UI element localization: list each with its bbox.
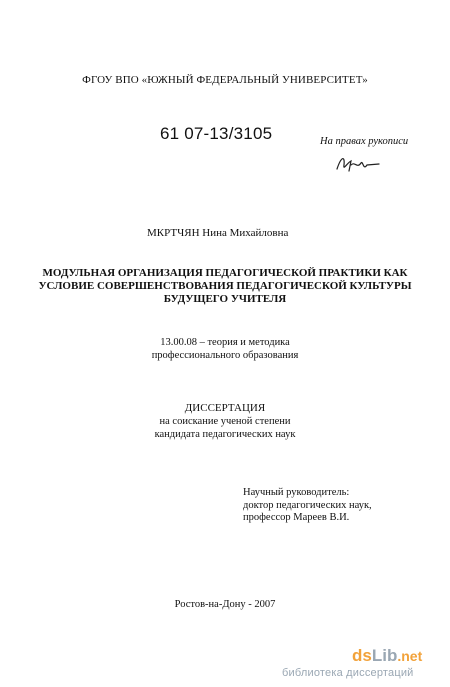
supervisor-line: Научный руководитель: [243, 487, 350, 498]
supervisor-block [243, 487, 372, 525]
signature-image [333, 151, 385, 177]
archive-code: 61 07-13/3105 [160, 124, 273, 143]
specialty-line: профессионального образования [151, 350, 299, 361]
specialty [0, 336, 450, 362]
specialty-line: 13.00.08 – теория и методика [160, 337, 290, 348]
watermark-subtitle: библиотека диссертаций [282, 667, 414, 679]
title-line: МОДУЛЬНАЯ ОРГАНИЗАЦИЯ ПЕДАГОГИЧЕСКОЙ ПРАКТИКИ КАК [42, 267, 408, 279]
degree-line: на соискание ученой степени [159, 416, 291, 427]
manuscript-rights-note: На правах рукописи [320, 136, 409, 147]
city-year: Ростов-на-Дону - 2007 [174, 599, 276, 610]
title-line: БУДУЩЕГО УЧИТЕЛЯ [163, 293, 287, 305]
supervisor-line: доктор педагогических наук, [243, 499, 372, 511]
degree-sought [0, 415, 450, 441]
watermark-logo-ds: ds [352, 646, 372, 665]
university-header: ФГОУ ВПО «ЮЖНЫЙ ФЕДЕРАЛЬНЫЙ УНИВЕРСИТЕТ» [82, 74, 368, 86]
document-type: ДИССЕРТАЦИЯ [184, 402, 266, 414]
supervisor-line: профессор Мареев В.И. [243, 512, 350, 523]
title-line: УСЛОВИЕ СОВЕРШЕНСТВОВАНИЯ ПЕДАГОГИЧЕСКОЙ КУЛЬТУРЫ [38, 280, 412, 292]
degree-line: кандидата педагогических наук [154, 429, 296, 440]
watermark-logo [352, 646, 422, 666]
watermark-logo-net: .net [397, 648, 423, 664]
watermark-logo-lib: Lib [371, 646, 398, 665]
dissertation-title [0, 267, 450, 306]
author-name: МКРТЧЯН Нина Михайловна [147, 227, 289, 239]
